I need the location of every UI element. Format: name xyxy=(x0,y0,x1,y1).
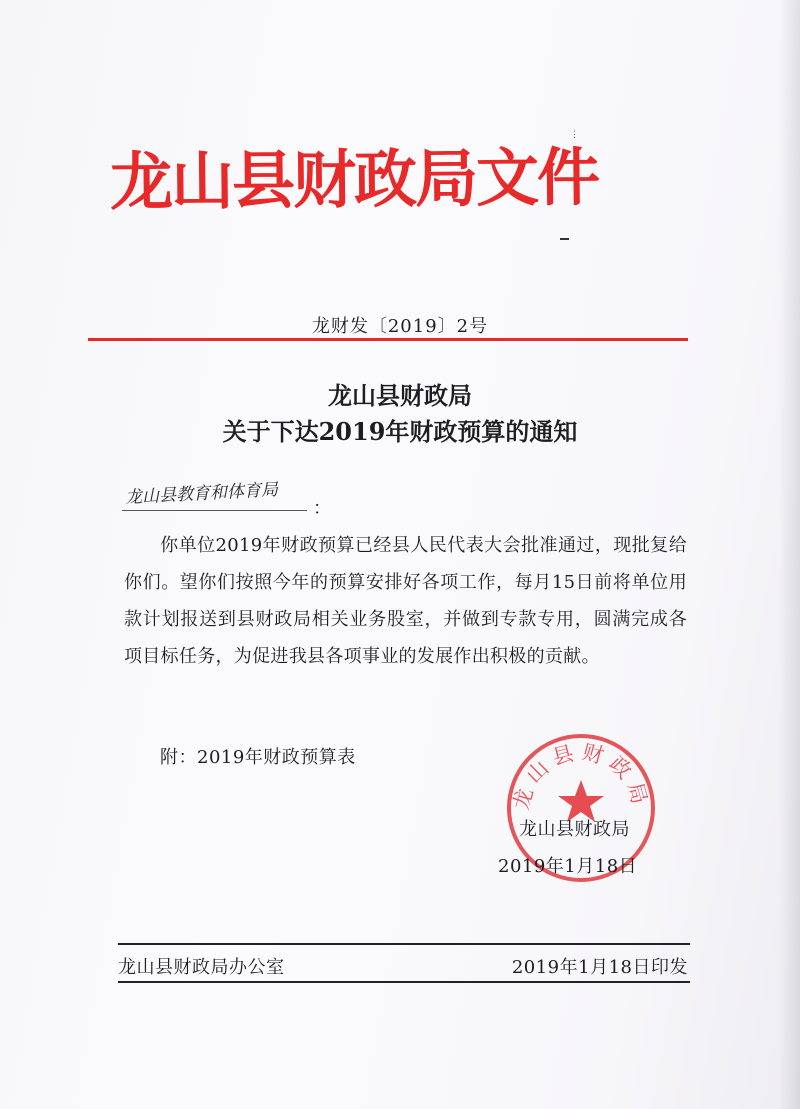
recipient-handwritten-name: 龙山县教育和体育局 xyxy=(124,480,279,508)
notice-title-line1: 龙山县财政局 xyxy=(328,381,472,410)
signature-date: 2019年1月18日 xyxy=(498,856,638,877)
pen-mark xyxy=(560,238,569,240)
document-header-title: 龙山县财政局文件 xyxy=(109,140,599,219)
recipient-underline xyxy=(122,510,307,511)
footer-top-rule xyxy=(118,943,690,945)
signer-name: 龙山县财政局 xyxy=(519,819,630,840)
footer-issue-date: 2019年1月18日印发 xyxy=(511,957,688,978)
notice-title-line2: 关于下达2019年财政预算的通知 xyxy=(222,417,578,446)
footer-issuer: 龙山县财政局办公室 xyxy=(118,957,285,978)
body-paragraph-text: 你单位2019年财政预算已经县人民代表大会批准通过，现批复给你们。望你们按照今年的预算安排好各项工作，每月15日前将单位用款计划报送到县财政局相关业务股室，并做到专款专用，圆满完成各项目标任务，为促进我县各项事业的发展作出积极的贡献。 xyxy=(124,535,687,667)
handwritten-mark: ⋮ xyxy=(570,130,579,140)
document-number: 龙财发〔2019〕2号 xyxy=(311,316,489,337)
recipient-colon: ： xyxy=(313,498,331,519)
attachment-line: 附：2019年财政预算表 xyxy=(160,747,356,768)
seal-text: 龙山县财政局 xyxy=(508,739,654,813)
footer-bottom-rule xyxy=(118,981,690,983)
body-paragraph xyxy=(124,527,687,675)
header-red-rule xyxy=(88,338,688,341)
